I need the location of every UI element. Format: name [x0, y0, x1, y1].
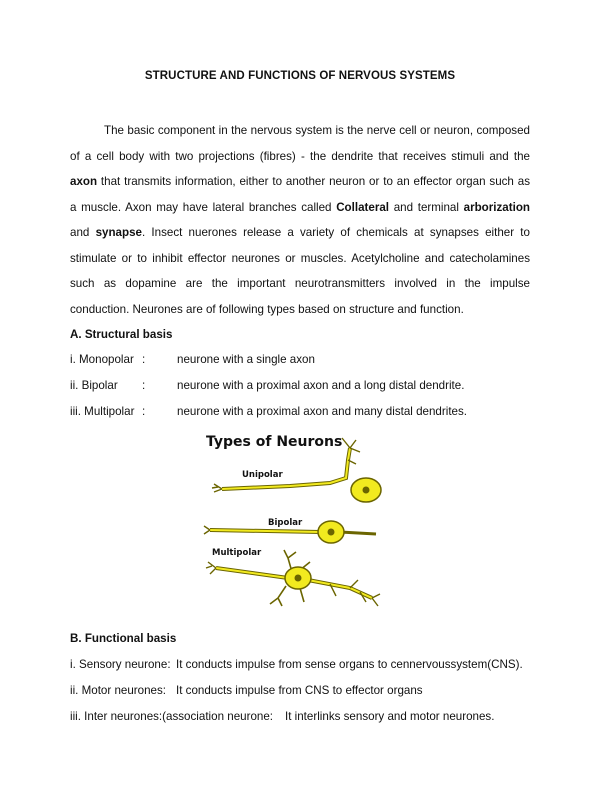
functional-item — [70, 710, 550, 726]
para-text-4: and — [70, 226, 96, 239]
structural-desc: neurone with a single axon — [177, 353, 315, 366]
multipolar-neuron — [206, 550, 380, 606]
structural-heading: A. Structural basis — [70, 328, 173, 341]
functional-desc: It conducts impulse from sense organs to cennervoussystem(CNS). — [176, 658, 523, 671]
structural-item — [70, 353, 550, 369]
term-synapse: synapse — [95, 226, 142, 239]
para-text-2: that transmits information, either to another neuron or to an effector organ such as a muscle. Axon may have lateral branches called — [70, 175, 530, 214]
structural-sep: : — [142, 405, 146, 418]
term-arborization: arborization — [463, 200, 530, 214]
neuron-types-figure — [200, 430, 400, 610]
label-multipolar: Multipolar — [212, 548, 262, 558]
functional-item — [70, 684, 550, 700]
functional-term: iii. Inter neurones:(association neurone: — [70, 710, 274, 723]
structural-desc: neurone with a proximal axon and a long distal dendrite. — [177, 379, 465, 392]
term-collateral: Collateral — [336, 200, 390, 214]
structural-term: i. Monopolar — [70, 353, 134, 366]
functional-term: i. Sensory neurone: — [70, 658, 171, 671]
label-unipolar: Unipolar — [242, 470, 283, 480]
structural-item — [70, 405, 550, 421]
neuron-types-diagram — [200, 430, 400, 610]
structural-term: iii. Multipolar — [70, 405, 135, 418]
structural-sep: : — [142, 379, 146, 392]
structural-item — [70, 379, 550, 395]
para-text-1: The basic component in the nervous system is the nerve cell or neuron, composed of a cell body with two projections (fibres) - the dendrite that receives stimuli and the — [70, 124, 530, 163]
term-axon: axon — [70, 175, 98, 188]
structural-term: ii. Bipolar — [70, 379, 118, 392]
functional-desc: It interlinks sensory and motor neurones. — [285, 710, 495, 723]
functional-item — [70, 658, 550, 674]
functional-heading: B. Functional basis — [70, 632, 177, 645]
structural-desc: neurone with a proximal axon and many distal dendrites. — [177, 405, 468, 418]
para-text-3: and terminal — [389, 200, 464, 214]
functional-desc: It conducts impulse from CNS to effector organs — [176, 684, 423, 697]
para-text-5: . Insect nuerones release a variety of chemicals at synapses either to stimulate or to inhibit effector neurones or muscles. Acetylcholine and catecholamines such as dopamine are the important neurotransmitters involved in the impulse conduction. Neurones are of following types based on structure and function. — [70, 226, 530, 316]
label-bipolar: Bipolar — [268, 518, 303, 528]
intro-paragraph — [70, 118, 530, 322]
page-title: STRUCTURE AND FUNCTIONS OF NERVOUS SYSTEMS — [144, 70, 456, 82]
figure-title: Types of Neurons — [206, 434, 343, 450]
structural-sep: : — [142, 353, 146, 366]
functional-term: ii. Motor neurones: — [70, 684, 167, 697]
